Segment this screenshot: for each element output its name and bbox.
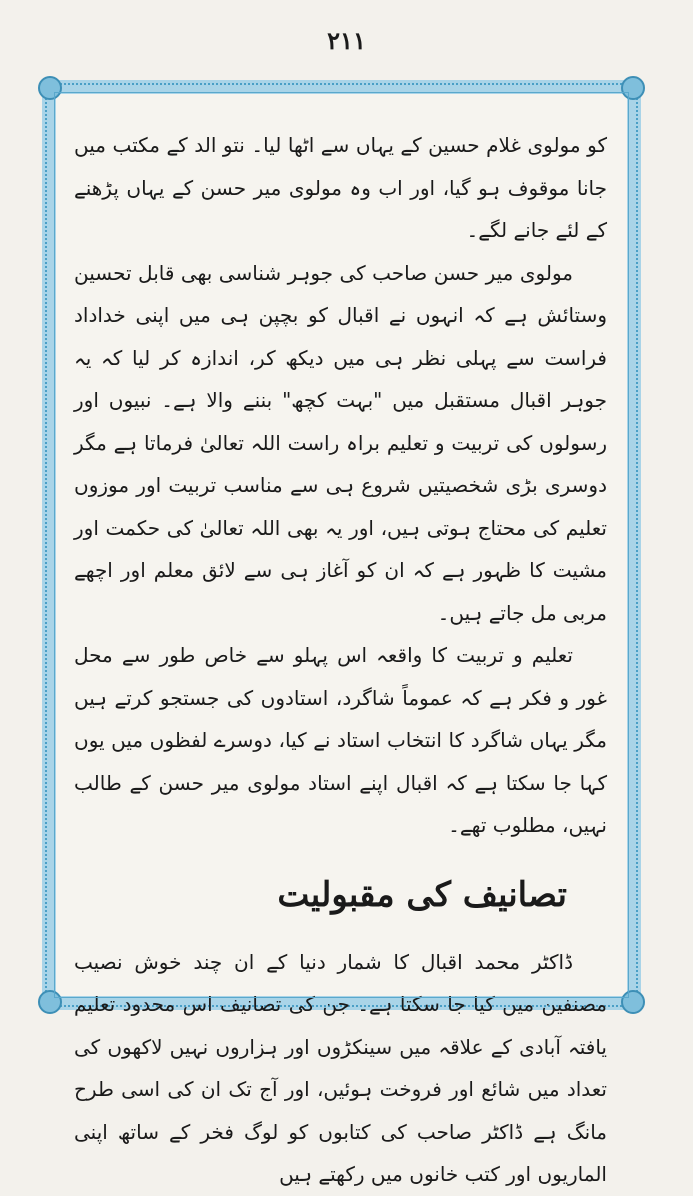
corner-ornament-icon — [621, 990, 645, 1014]
section-heading: تصانیف کی مقبولیت — [277, 874, 567, 915]
decorative-border-frame — [42, 80, 641, 1186]
paragraph: کو مولوی غلام حسین کے یہاں سے اٹھا لیا۔ نتو الد کے مکتب میں جانا موقوف ہو گیا، اور اب وہ مولوی میر حسن کے یہاں پڑھنے کے لئے جانے لگے۔ — [74, 133, 607, 242]
paragraph: ڈاکٹر محمد اقبال کا شمار دنیا کے ان چند خوش نصیب مصنفین میں کیا جا سکتا ہے۔ جن کی تصانیف اس محدود تعلیم یافتہ آبادی کے علاقہ میں سینکڑوں اور ہزاروں نہیں لاکھوں کی تعداد میں شائع اور فروخت ہوئیں، اور آج تک ان کی اسی طرح مانگ ہے ڈاکٹر صاحب کی کتابوں کو لوگ فخر کے ساتھ اپنی الماریوں اور کتب خانوں میں رکھتے ہیں — [74, 949, 607, 1186]
corner-ornament-icon — [38, 76, 62, 100]
page-number: ٢١١ — [327, 26, 366, 55]
corner-ornament-icon — [38, 990, 62, 1014]
page-body — [74, 124, 607, 1186]
paragraph: مولوی میر حسن صاحب کی جوہر شناسی بھی قابل تحسین وستائش ہے کہ انہوں نے اقبال کو بچپن ہی میں اپنی خداداد فراست سے پہلی نظر ہی میں دیکھ کر، اندازہ کر لیا کہ یہ جوہر اقبال مستقبل میں "بہت کچھ" بننے والا ہے۔ نبیوں اور رسولوں کی تربیت و تعلیم براہ راست اللہ تعالیٰ فرماتا ہے مگر دوسری بڑی شخصیتیں شروع ہی سے مناسب تربیت اور موزوں تعلیم کی محتاج ہوتی ہیں، اور یہ بھی اللہ تعالیٰ کی حکمت اور مشیت کا ظہور ہے کہ ان کو آغاز ہی سے لائق معلم اور اچھے مربی مل جاتے ہیں۔ — [74, 260, 607, 625]
corner-ornament-icon — [621, 76, 645, 100]
paragraph: تعلیم و تربیت کا واقعہ اس پہلو سے خاص طور سے محل غور و فکر ہے کہ عموماً شاگرد، استادوں کی جستجو کرتے ہیں مگر یہاں شاگرد کا انتخاب استاد نے کیا، دوسرے لفظوں میں یوں کہا جا سکتا ہے کہ اقبال اپنے استاد مولوی میر حسن کے طالب نہیں، مطلوب تھے۔ — [74, 643, 607, 837]
